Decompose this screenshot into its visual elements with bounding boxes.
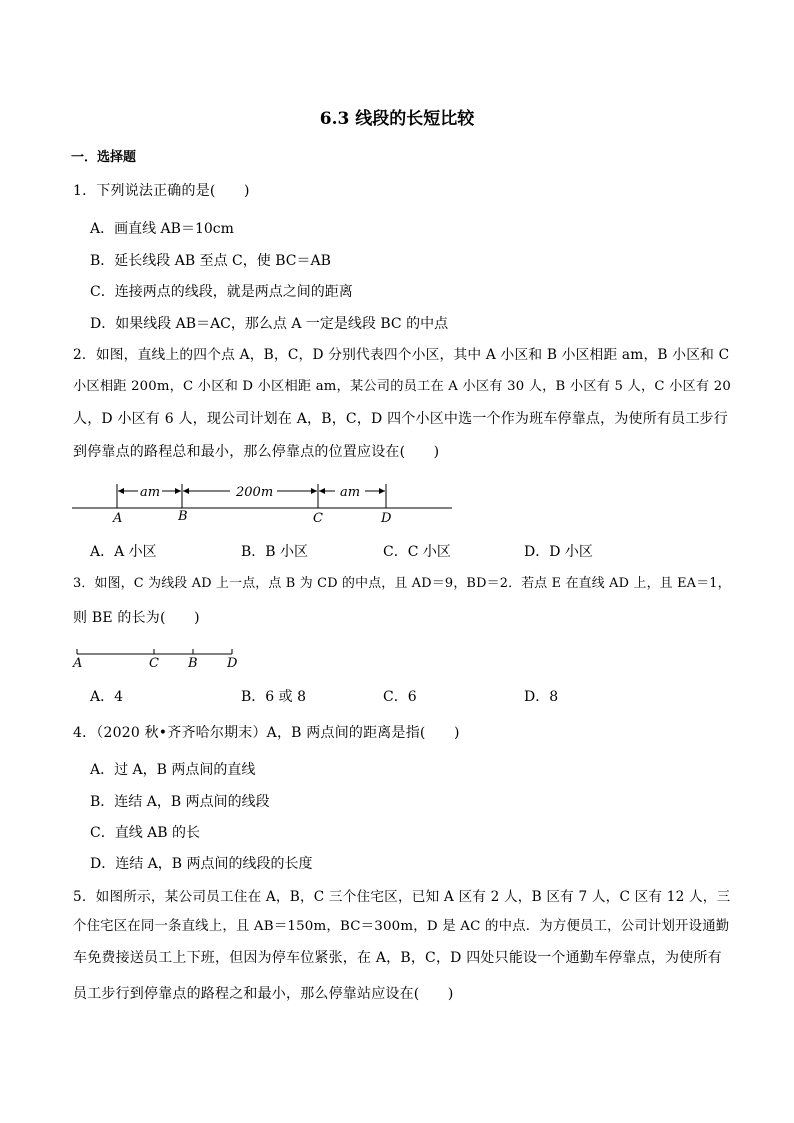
question-1-option-a: A．画直线 AB＝10cm — [90, 221, 234, 237]
arrowhead — [379, 488, 385, 494]
section-heading: 一．选择题 — [71, 150, 137, 165]
point-label-b: B — [188, 656, 198, 671]
point-label-c: C — [149, 656, 159, 671]
question-3-option-b: B．6 或 8 — [241, 689, 307, 705]
question-2-option-b: B．B 小区 — [241, 544, 309, 560]
question-2-line-1: 2．如图，直线上的四个点 A，B，C，D 分别代表四个小区，其中 A 小区和 B 小区相距 am，B 小区和 C — [73, 347, 730, 363]
dim-label-cd: am — [340, 485, 361, 500]
question-4-option-a: A．过 A，B 两点间的直线 — [90, 762, 256, 778]
arrowhead — [175, 488, 181, 494]
arrowhead — [319, 488, 325, 494]
question-3-line-2: 则 BE 的长为( ) — [73, 610, 200, 626]
page-title: 6.3 线段的长短比较 — [319, 109, 475, 129]
point-label-d: D — [227, 656, 238, 671]
question-1-option-d: D．如果线段 AB＝AC，那么点 A 一定是线段 BC 的中点 — [90, 316, 449, 332]
point-label-d: D — [381, 511, 392, 526]
question-2-line-3: 人，D 小区有 6 人，现公司计划在 A，B，C，D 四个小区中选一个作为班车停靠点，为使所有员工步行 — [73, 411, 728, 427]
dim-label-bc: 200m — [236, 485, 274, 500]
question-5-line-3: 车免费接送员工上下班，但因为停车位紧张，在 A，B，C，D 四处只能设一个通勤车停靠点，为使所有 — [73, 950, 722, 966]
question-3-option-c: C．6 — [383, 689, 417, 705]
question-2-line-4: 到停靠点的路程总和最小，那么停靠点的位置应设在( ) — [73, 444, 440, 460]
question-5-line-2: 个住宅区在同一条直线上，且 AB＝150m，BC＝300m，D 是 AC 的中点．为方便员工，公司计划开设通勤 — [73, 919, 730, 934]
question-3-figure — [68, 642, 248, 672]
point-label-c: C — [313, 511, 323, 526]
arrowhead — [183, 488, 189, 494]
question-4-option-b: B．连结 A，B 两点间的线段 — [90, 794, 270, 810]
arrowhead — [118, 488, 124, 494]
question-4-option-d: D．连结 A，B 两点间的线段的长度 — [90, 856, 313, 872]
question-2-line-2: 小区相距 200m，C 小区和 D 小区相距 am，某公司的员工在 A 小区有 30 人，B 小区有 5 人，C 小区有 20 — [73, 379, 731, 394]
question-3-line-1: 3．如图，C 为线段 AD 上一点，点 B 为 CD 的中点，且 AD＝9，BD＝2．若点 E 在直线 AD 上，且 EA＝1， — [73, 576, 731, 591]
question-3-option-a: A．4 — [90, 689, 124, 705]
question-4-option-c: C．直线 AB 的长 — [90, 825, 201, 841]
question-1-option-c: C．连接两点的线段，就是两点之间的距离 — [90, 284, 353, 300]
question-2-figure — [60, 476, 470, 528]
question-5-line-4: 员工步行到停靠点的路程之和最小，那么停靠站应设在( ) — [73, 986, 454, 1002]
question-4-stem: 4．（2020 秋•齐齐哈尔期末）A，B 两点间的距离是指( ) — [73, 725, 460, 741]
question-2-option-c: C．C 小区 — [383, 544, 451, 560]
question-5-line-1: 5．如图所示，某公司员工住在 A，B，C 三个住宅区，已知 A 区有 2 人，B 区有 7 人，C 区有 12 人，三 — [73, 889, 731, 905]
arrowhead — [311, 488, 317, 494]
point-label-a: A — [113, 511, 123, 526]
question-2-option-a: A．A 小区 — [90, 544, 157, 560]
question-3-option-d: D．8 — [524, 689, 559, 705]
dim-label-ab: am — [140, 485, 161, 500]
question-1-option-b: B．延长线段 AB 至点 C，使 BC＝AB — [90, 253, 331, 269]
point-label-a: A — [73, 656, 83, 671]
question-2-option-d: D．D 小区 — [524, 544, 593, 560]
question-1-stem: 1．下列说法正确的是( ) — [73, 183, 250, 199]
point-label-b: B — [178, 509, 188, 524]
